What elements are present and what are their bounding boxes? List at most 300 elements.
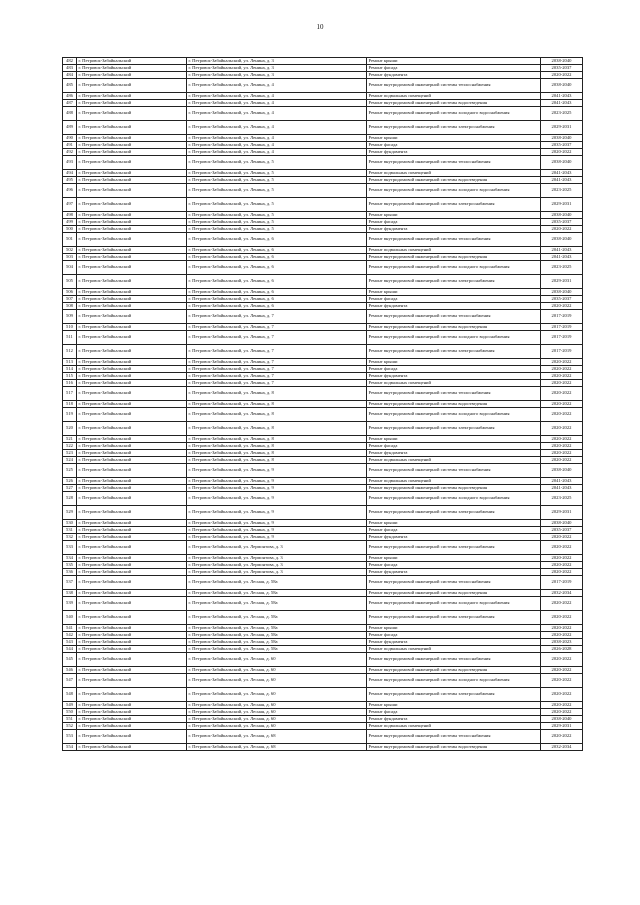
row-city: г. Петровск-Забайкальский bbox=[77, 674, 187, 688]
row-work-type: Ремонт крыши bbox=[367, 702, 541, 709]
row-city: г. Петровск-Забайкальский bbox=[77, 534, 187, 541]
row-work-type: Ремонт внутридомовой инженерной системы теплоснабжения bbox=[367, 156, 541, 170]
row-address: г. Петровск-Забайкальский, ул. Лесная, д. 58а bbox=[187, 632, 367, 639]
table-row bbox=[63, 247, 583, 254]
row-period: 2020-2022 bbox=[541, 667, 583, 674]
table-row bbox=[63, 422, 583, 436]
row-number: 549 bbox=[63, 702, 77, 709]
row-period: 2020-2022 bbox=[541, 569, 583, 576]
row-period: 2029-2031 bbox=[541, 275, 583, 289]
row-period: 2020-2022 bbox=[541, 226, 583, 233]
row-number: 510 bbox=[63, 324, 77, 331]
row-work-type: Ремонт внутридомовой инженерной системы холодного водоснабжения bbox=[367, 674, 541, 688]
row-address: г. Петровск-Забайкальский, ул. Ленина, д. 4 bbox=[187, 142, 367, 149]
row-number: 492 bbox=[63, 149, 77, 156]
row-period: 2020-2022 bbox=[541, 597, 583, 611]
table-row bbox=[63, 170, 583, 177]
row-city: г. Петровск-Забайкальский bbox=[77, 520, 187, 527]
row-number: 540 bbox=[63, 611, 77, 625]
table-row bbox=[63, 296, 583, 303]
row-city: г. Петровск-Забайкальский bbox=[77, 450, 187, 457]
row-city: г. Петровск-Забайкальский bbox=[77, 527, 187, 534]
row-work-type: Ремонт фасада bbox=[367, 65, 541, 72]
row-address: г. Петровск-Забайкальский, ул. Лесная, д. 58а bbox=[187, 625, 367, 632]
row-city: г. Петровск-Забайкальский bbox=[77, 688, 187, 702]
table-row bbox=[63, 79, 583, 93]
row-address: г. Петровск-Забайкальский, ул. Ленина, д. 6 bbox=[187, 261, 367, 275]
row-address: г. Петровск-Забайкальский, ул. Ленина, д. 6 bbox=[187, 275, 367, 289]
table-row bbox=[63, 597, 583, 611]
row-number: 485 bbox=[63, 79, 77, 93]
row-number: 536 bbox=[63, 569, 77, 576]
row-address: г. Петровск-Забайкальский, ул. Лесная, д. 60 bbox=[187, 667, 367, 674]
row-city: г. Петровск-Забайкальский bbox=[77, 464, 187, 478]
row-work-type: Ремонт крыши bbox=[367, 359, 541, 366]
row-work-type: Ремонт внутридомовой инженерной системы водоотведения bbox=[367, 485, 541, 492]
table-row bbox=[63, 520, 583, 527]
row-period: 2020-2022 bbox=[541, 709, 583, 716]
row-period: 2020-2022 bbox=[541, 674, 583, 688]
row-city: г. Петровск-Забайкальский bbox=[77, 653, 187, 667]
row-city: г. Петровск-Забайкальский bbox=[77, 646, 187, 653]
row-period: 2020-2022 bbox=[541, 457, 583, 464]
row-work-type: Ремонт фундамента bbox=[367, 72, 541, 79]
table-row bbox=[63, 625, 583, 632]
row-address: г. Петровск-Забайкальский, ул. Ленина, д. 4 bbox=[187, 135, 367, 142]
row-city: г. Петровск-Забайкальский bbox=[77, 387, 187, 401]
row-city: г. Петровск-Забайкальский bbox=[77, 289, 187, 296]
row-period: 2017-2019 bbox=[541, 345, 583, 359]
row-period: 2017-2019 bbox=[541, 324, 583, 331]
row-address: г. Петровск-Забайкальский, ул. Ленина, д. 8 bbox=[187, 443, 367, 450]
row-address: г. Петровск-Забайкальский, ул. Лесная, д. 60 bbox=[187, 688, 367, 702]
table-row bbox=[63, 478, 583, 485]
row-city: г. Петровск-Забайкальский bbox=[77, 597, 187, 611]
row-number: 506 bbox=[63, 289, 77, 296]
row-period: 2020-2022 bbox=[541, 366, 583, 373]
table-row bbox=[63, 688, 583, 702]
row-address: г. Петровск-Забайкальский, ул. Лесная, д. 68 bbox=[187, 744, 367, 751]
row-address: г. Петровск-Забайкальский, ул. Лесная, д. 58а bbox=[187, 646, 367, 653]
row-period: 2029-2031 bbox=[541, 198, 583, 212]
row-work-type: Ремонт внутридомовой инженерной системы водоотведения bbox=[367, 744, 541, 751]
table-row bbox=[63, 492, 583, 506]
row-city: г. Петровск-Забайкальский bbox=[77, 730, 187, 744]
row-address: г. Петровск-Забайкальский, ул. Ленина, д. 7 bbox=[187, 345, 367, 359]
table-row bbox=[63, 93, 583, 100]
row-number: 545 bbox=[63, 653, 77, 667]
table-row bbox=[63, 303, 583, 310]
row-work-type: Ремонт подвальных помещений bbox=[367, 478, 541, 485]
row-number: 542 bbox=[63, 632, 77, 639]
row-address: г. Петровск-Забайкальский, ул. Лесная, д. 60 bbox=[187, 653, 367, 667]
table-row bbox=[63, 408, 583, 422]
row-number: 539 bbox=[63, 597, 77, 611]
row-number: 533 bbox=[63, 541, 77, 555]
row-number: 537 bbox=[63, 576, 77, 590]
row-address: г. Петровск-Забайкальский, ул. Ленина, д. 7 bbox=[187, 366, 367, 373]
row-period: 2038-2040 bbox=[541, 58, 583, 65]
row-period: 2020-2022 bbox=[541, 541, 583, 555]
row-address: г. Петровск-Забайкальский, ул. Лесная, д. 60 bbox=[187, 723, 367, 730]
row-work-type: Ремонт фасада bbox=[367, 632, 541, 639]
row-work-type: Ремонт фундамента bbox=[367, 303, 541, 310]
row-address: г. Петровск-Забайкальский, ул. Ленина, д. 8 bbox=[187, 422, 367, 436]
row-number: 508 bbox=[63, 303, 77, 310]
row-period: 2038-2040 bbox=[541, 79, 583, 93]
table-row bbox=[63, 373, 583, 380]
table-row bbox=[63, 450, 583, 457]
row-city: г. Петровск-Забайкальский bbox=[77, 611, 187, 625]
row-address: г. Петровск-Забайкальский, ул. Ленина, д. 6 bbox=[187, 254, 367, 261]
row-city: г. Петровск-Забайкальский bbox=[77, 590, 187, 597]
row-period: 2020-2022 bbox=[541, 562, 583, 569]
row-work-type: Ремонт внутридомовой инженерной системы электроснабжения bbox=[367, 345, 541, 359]
row-city: г. Петровск-Забайкальский bbox=[77, 58, 187, 65]
row-address: г. Петровск-Забайкальский, ул. Ленина, д. 6 bbox=[187, 296, 367, 303]
row-work-type: Ремонт подвальных помещений bbox=[367, 247, 541, 254]
row-city: г. Петровск-Забайкальский bbox=[77, 331, 187, 345]
row-period: 2041-2043 bbox=[541, 100, 583, 107]
table-row bbox=[63, 142, 583, 149]
row-number: 493 bbox=[63, 156, 77, 170]
row-address: г. Петровск-Забайкальский, ул. Ленина, д. 9 bbox=[187, 520, 367, 527]
row-address: г. Петровск-Забайкальский, ул. Ленина, д. 5 bbox=[187, 226, 367, 233]
row-number: 524 bbox=[63, 457, 77, 464]
row-work-type: Ремонт внутридомовой инженерной системы холодного водоснабжения bbox=[367, 408, 541, 422]
row-address: г. Петровск-Забайкальский, ул. Ленина, д. 7 bbox=[187, 359, 367, 366]
row-work-type: Ремонт внутридомовой инженерной системы водоотведения bbox=[367, 667, 541, 674]
row-number: 519 bbox=[63, 408, 77, 422]
row-work-type: Ремонт фундамента bbox=[367, 226, 541, 233]
row-number: 482 bbox=[63, 58, 77, 65]
row-number: 546 bbox=[63, 667, 77, 674]
row-work-type: Ремонт внутридомовой инженерной системы теплоснабжения bbox=[367, 233, 541, 247]
row-work-type: Ремонт фасада bbox=[367, 296, 541, 303]
row-work-type: Ремонт фасада bbox=[367, 562, 541, 569]
row-city: г. Петровск-Забайкальский bbox=[77, 569, 187, 576]
row-city: г. Петровск-Забайкальский bbox=[77, 443, 187, 450]
table-row bbox=[63, 485, 583, 492]
row-number: 543 bbox=[63, 639, 77, 646]
row-work-type: Ремонт внутридомовой инженерной системы холодного водоснабжения bbox=[367, 261, 541, 275]
row-number: 520 bbox=[63, 422, 77, 436]
table-row bbox=[63, 387, 583, 401]
table-row bbox=[63, 310, 583, 324]
table-row bbox=[63, 100, 583, 107]
row-period: 2017-2019 bbox=[541, 310, 583, 324]
row-city: г. Петровск-Забайкальский bbox=[77, 310, 187, 324]
row-number: 500 bbox=[63, 226, 77, 233]
row-address: г. Петровск-Забайкальский, ул. Ленина, д. 3 bbox=[187, 65, 367, 72]
row-period: 2020-2022 bbox=[541, 702, 583, 709]
table-row bbox=[63, 555, 583, 562]
row-address: г. Петровск-Забайкальский, ул. Лесная, д. 60 bbox=[187, 716, 367, 723]
row-period: 2032-2034 bbox=[541, 590, 583, 597]
row-address: г. Петровск-Забайкальский, ул. Ленина, д. 6 bbox=[187, 247, 367, 254]
row-city: г. Петровск-Забайкальский bbox=[77, 702, 187, 709]
row-period: 2035-2037 bbox=[541, 65, 583, 72]
table-row bbox=[63, 723, 583, 730]
row-work-type: Ремонт фундамента bbox=[367, 534, 541, 541]
row-period: 2038-2040 bbox=[541, 464, 583, 478]
row-work-type: Ремонт крыши bbox=[367, 212, 541, 219]
row-number: 552 bbox=[63, 723, 77, 730]
row-address: г. Петровск-Забайкальский, ул. Лесная, д. 58а bbox=[187, 590, 367, 597]
row-number: 513 bbox=[63, 359, 77, 366]
row-period: 2020-2022 bbox=[541, 632, 583, 639]
table-row bbox=[63, 443, 583, 450]
table-row bbox=[63, 359, 583, 366]
row-address: г. Петровск-Забайкальский, ул. Ленина, д. 4 bbox=[187, 100, 367, 107]
row-period: 2017-2019 bbox=[541, 331, 583, 345]
row-city: г. Петровск-Забайкальский bbox=[77, 212, 187, 219]
row-work-type: Ремонт внутридомовой инженерной системы электроснабжения bbox=[367, 611, 541, 625]
row-work-type: Ремонт фундамента bbox=[367, 569, 541, 576]
row-work-type: Ремонт фасада bbox=[367, 443, 541, 450]
row-city: г. Петровск-Забайкальский bbox=[77, 233, 187, 247]
row-period: 2035-2037 bbox=[541, 527, 583, 534]
row-work-type: Ремонт фасада bbox=[367, 366, 541, 373]
row-period: 2020-2022 bbox=[541, 303, 583, 310]
row-city: г. Петровск-Забайкальский bbox=[77, 639, 187, 646]
row-period: 2020-2022 bbox=[541, 401, 583, 408]
row-address: г. Петровск-Забайкальский, ул. Ленина, д. 8 bbox=[187, 387, 367, 401]
table-row bbox=[63, 506, 583, 520]
row-period: 2020-2022 bbox=[541, 436, 583, 443]
row-number: 541 bbox=[63, 625, 77, 632]
table-row bbox=[63, 275, 583, 289]
row-number: 523 bbox=[63, 450, 77, 457]
row-period: 2041-2043 bbox=[541, 93, 583, 100]
row-number: 509 bbox=[63, 310, 77, 324]
row-work-type: Ремонт крыши bbox=[367, 289, 541, 296]
row-work-type: Ремонт внутридомовой инженерной системы водоотведения bbox=[367, 177, 541, 184]
table-row bbox=[63, 730, 583, 744]
row-city: г. Петровск-Забайкальский bbox=[77, 184, 187, 198]
table-row bbox=[63, 366, 583, 373]
row-period: 2020-2022 bbox=[541, 534, 583, 541]
row-work-type: Ремонт фундамента bbox=[367, 450, 541, 457]
row-period: 2020-2022 bbox=[541, 422, 583, 436]
row-work-type: Ремонт внутридомовой инженерной системы теплоснабжения bbox=[367, 730, 541, 744]
row-period: 2029-2031 bbox=[541, 506, 583, 520]
row-period: 2020-2022 bbox=[541, 149, 583, 156]
row-address: г. Петровск-Забайкальский, ул. Лермонтова, д. 3 bbox=[187, 569, 367, 576]
row-address: г. Петровск-Забайкальский, ул. Ленина, д. 6 bbox=[187, 303, 367, 310]
row-number: 498 bbox=[63, 212, 77, 219]
row-work-type: Ремонт внутридомовой инженерной системы холодного водоснабжения bbox=[367, 107, 541, 121]
table-row bbox=[63, 198, 583, 212]
row-period: 2020-2022 bbox=[541, 688, 583, 702]
row-city: г. Петровск-Забайкальский bbox=[77, 506, 187, 520]
row-work-type: Ремонт внутридомовой инженерной системы электроснабжения bbox=[367, 688, 541, 702]
row-address: г. Петровск-Забайкальский, ул. Лесная, д. 68 bbox=[187, 730, 367, 744]
row-number: 502 bbox=[63, 247, 77, 254]
row-work-type: Ремонт фасада bbox=[367, 142, 541, 149]
row-number: 551 bbox=[63, 716, 77, 723]
row-period: 2038-2040 bbox=[541, 212, 583, 219]
row-city: г. Петровск-Забайкальский bbox=[77, 562, 187, 569]
row-number: 494 bbox=[63, 170, 77, 177]
row-address: г. Петровск-Забайкальский, ул. Ленина, д. 8 bbox=[187, 457, 367, 464]
table-row bbox=[63, 233, 583, 247]
row-period: 2020-2022 bbox=[541, 443, 583, 450]
row-city: г. Петровск-Забайкальский bbox=[77, 541, 187, 555]
row-period: 2023-2025 bbox=[541, 184, 583, 198]
table-row bbox=[63, 177, 583, 184]
row-period: 2026-2028 bbox=[541, 646, 583, 653]
row-work-type: Ремонт фундамента bbox=[367, 149, 541, 156]
table-row bbox=[63, 149, 583, 156]
row-period: 2020-2022 bbox=[541, 380, 583, 387]
row-city: г. Петровск-Забайкальский bbox=[77, 107, 187, 121]
row-number: 550 bbox=[63, 709, 77, 716]
row-period: 2035-2037 bbox=[541, 296, 583, 303]
row-city: г. Петровск-Забайкальский bbox=[77, 170, 187, 177]
table-row bbox=[63, 135, 583, 142]
row-city: г. Петровск-Забайкальский bbox=[77, 156, 187, 170]
row-address: г. Петровск-Забайкальский, ул. Ленина, д. 9 bbox=[187, 464, 367, 478]
row-address: г. Петровск-Забайкальский, ул. Лермонтова, д. 3 bbox=[187, 555, 367, 562]
row-address: г. Петровск-Забайкальский, ул. Ленина, д. 5 bbox=[187, 219, 367, 226]
row-period: 2041-2043 bbox=[541, 478, 583, 485]
row-number: 553 bbox=[63, 730, 77, 744]
row-city: г. Петровск-Забайкальский bbox=[77, 667, 187, 674]
row-city: г. Петровск-Забайкальский bbox=[77, 198, 187, 212]
row-period: 2020-2022 bbox=[541, 450, 583, 457]
row-period: 2041-2043 bbox=[541, 170, 583, 177]
row-city: г. Петровск-Забайкальский bbox=[77, 709, 187, 716]
table-row bbox=[63, 58, 583, 65]
table-row bbox=[63, 65, 583, 72]
row-period: 2020-2022 bbox=[541, 387, 583, 401]
row-work-type: Ремонт внутридомовой инженерной системы холодного водоснабжения bbox=[367, 492, 541, 506]
row-address: г. Петровск-Забайкальский, ул. Ленина, д. 8 bbox=[187, 436, 367, 443]
row-work-type: Ремонт крыши bbox=[367, 436, 541, 443]
row-city: г. Петровск-Забайкальский bbox=[77, 436, 187, 443]
row-number: 496 bbox=[63, 184, 77, 198]
table-row bbox=[63, 716, 583, 723]
table-body bbox=[63, 58, 583, 751]
row-city: г. Петровск-Забайкальский bbox=[77, 359, 187, 366]
table-row bbox=[63, 576, 583, 590]
row-work-type: Ремонт внутридомовой инженерной системы электроснабжения bbox=[367, 198, 541, 212]
row-address: г. Петровск-Забайкальский, ул. Ленина, д. 5 bbox=[187, 184, 367, 198]
row-work-type: Ремонт фундамента bbox=[367, 373, 541, 380]
row-work-type: Ремонт внутридомовой инженерной системы теплоснабжения bbox=[367, 387, 541, 401]
row-city: г. Петровск-Забайкальский bbox=[77, 380, 187, 387]
table-row bbox=[63, 569, 583, 576]
row-number: 489 bbox=[63, 121, 77, 135]
row-address: г. Петровск-Забайкальский, ул. Ленина, д. 4 bbox=[187, 93, 367, 100]
row-work-type: Ремонт подвальных помещений bbox=[367, 380, 541, 387]
row-address: г. Петровск-Забайкальский, ул. Лесная, д. 58а bbox=[187, 611, 367, 625]
row-period: 2038-2040 bbox=[541, 716, 583, 723]
table-row bbox=[63, 611, 583, 625]
table-row bbox=[63, 324, 583, 331]
row-number: 516 bbox=[63, 380, 77, 387]
row-address: г. Петровск-Забайкальский, ул. Ленина, д. 9 bbox=[187, 485, 367, 492]
row-period: 2041-2043 bbox=[541, 485, 583, 492]
row-work-type: Ремонт фундамента bbox=[367, 639, 541, 646]
row-period: 2020-2022 bbox=[541, 72, 583, 79]
row-work-type: Ремонт внутридомовой инженерной системы теплоснабжения bbox=[367, 464, 541, 478]
row-work-type: Ремонт крыши bbox=[367, 58, 541, 65]
row-address: г. Петровск-Забайкальский, ул. Лесная, д. 60 bbox=[187, 709, 367, 716]
row-address: г. Петровск-Забайкальский, ул. Ленина, д. 5 bbox=[187, 212, 367, 219]
row-period: 2038-2040 bbox=[541, 289, 583, 296]
row-work-type: Ремонт крыши bbox=[367, 555, 541, 562]
table-row bbox=[63, 590, 583, 597]
row-number: 548 bbox=[63, 688, 77, 702]
row-address: г. Петровск-Забайкальский, ул. Ленина, д. 5 bbox=[187, 177, 367, 184]
row-address: г. Петровск-Забайкальский, ул. Лесная, д. 60 bbox=[187, 674, 367, 688]
row-address: г. Петровск-Забайкальский, ул. Ленина, д. 9 bbox=[187, 492, 367, 506]
row-work-type: Ремонт подвальных помещений bbox=[367, 170, 541, 177]
table-row bbox=[63, 121, 583, 135]
row-address: г. Петровск-Забайкальский, ул. Ленина, д. 4 bbox=[187, 79, 367, 93]
table-row bbox=[63, 562, 583, 569]
row-work-type: Ремонт крыши bbox=[367, 520, 541, 527]
row-work-type: Ремонт внутридомовой инженерной системы теплоснабжения bbox=[367, 310, 541, 324]
row-work-type: Ремонт внутридомовой инженерной системы электроснабжения bbox=[367, 506, 541, 520]
row-city: г. Петровск-Забайкальский bbox=[77, 492, 187, 506]
row-city: г. Петровск-Забайкальский bbox=[77, 422, 187, 436]
row-city: г. Петровск-Забайкальский bbox=[77, 744, 187, 751]
row-city: г. Петровск-Забайкальский bbox=[77, 93, 187, 100]
row-period: 2038-2040 bbox=[541, 156, 583, 170]
repair-schedule-table bbox=[62, 57, 583, 751]
row-work-type: Ремонт подвальных помещений bbox=[367, 93, 541, 100]
row-city: г. Петровск-Забайкальский bbox=[77, 303, 187, 310]
row-work-type: Ремонт внутридомовой инженерной системы теплоснабжения bbox=[367, 653, 541, 667]
row-address: г. Петровск-Забайкальский, ул. Ленина, д. 9 bbox=[187, 478, 367, 485]
row-address: г. Петровск-Забайкальский, ул. Ленина, д. 6 bbox=[187, 233, 367, 247]
row-address: г. Петровск-Забайкальский, ул. Лермонтова, д. 3 bbox=[187, 562, 367, 569]
row-period: 2038-2040 bbox=[541, 135, 583, 142]
row-period: 2023-2025 bbox=[541, 107, 583, 121]
table-row bbox=[63, 289, 583, 296]
row-address: г. Петровск-Забайкальский, ул. Ленина, д. 4 bbox=[187, 107, 367, 121]
row-city: г. Петровск-Забайкальский bbox=[77, 716, 187, 723]
row-city: г. Петровск-Забайкальский bbox=[77, 135, 187, 142]
table-row bbox=[63, 667, 583, 674]
row-work-type: Ремонт внутридомовой инженерной системы теплоснабжения bbox=[367, 576, 541, 590]
row-city: г. Петровск-Забайкальский bbox=[77, 625, 187, 632]
table-row bbox=[63, 639, 583, 646]
row-number: 554 bbox=[63, 744, 77, 751]
row-city: г. Петровск-Забайкальский bbox=[77, 366, 187, 373]
row-city: г. Петровск-Забайкальский bbox=[77, 226, 187, 233]
row-city: г. Петровск-Забайкальский bbox=[77, 79, 187, 93]
row-period: 2035-2037 bbox=[541, 219, 583, 226]
row-number: 486 bbox=[63, 93, 77, 100]
row-number: 527 bbox=[63, 485, 77, 492]
row-number: 525 bbox=[63, 464, 77, 478]
table-row bbox=[63, 457, 583, 464]
row-work-type: Ремонт крыши bbox=[367, 625, 541, 632]
row-work-type: Ремонт фасада bbox=[367, 709, 541, 716]
row-period: 2029-2031 bbox=[541, 121, 583, 135]
row-city: г. Петровск-Забайкальский bbox=[77, 177, 187, 184]
row-period: 2038-2040 bbox=[541, 520, 583, 527]
row-city: г. Петровск-Забайкальский bbox=[77, 345, 187, 359]
row-number: 517 bbox=[63, 387, 77, 401]
row-period: 2020-2022 bbox=[541, 373, 583, 380]
row-city: г. Петровск-Забайкальский bbox=[77, 121, 187, 135]
table-row bbox=[63, 219, 583, 226]
